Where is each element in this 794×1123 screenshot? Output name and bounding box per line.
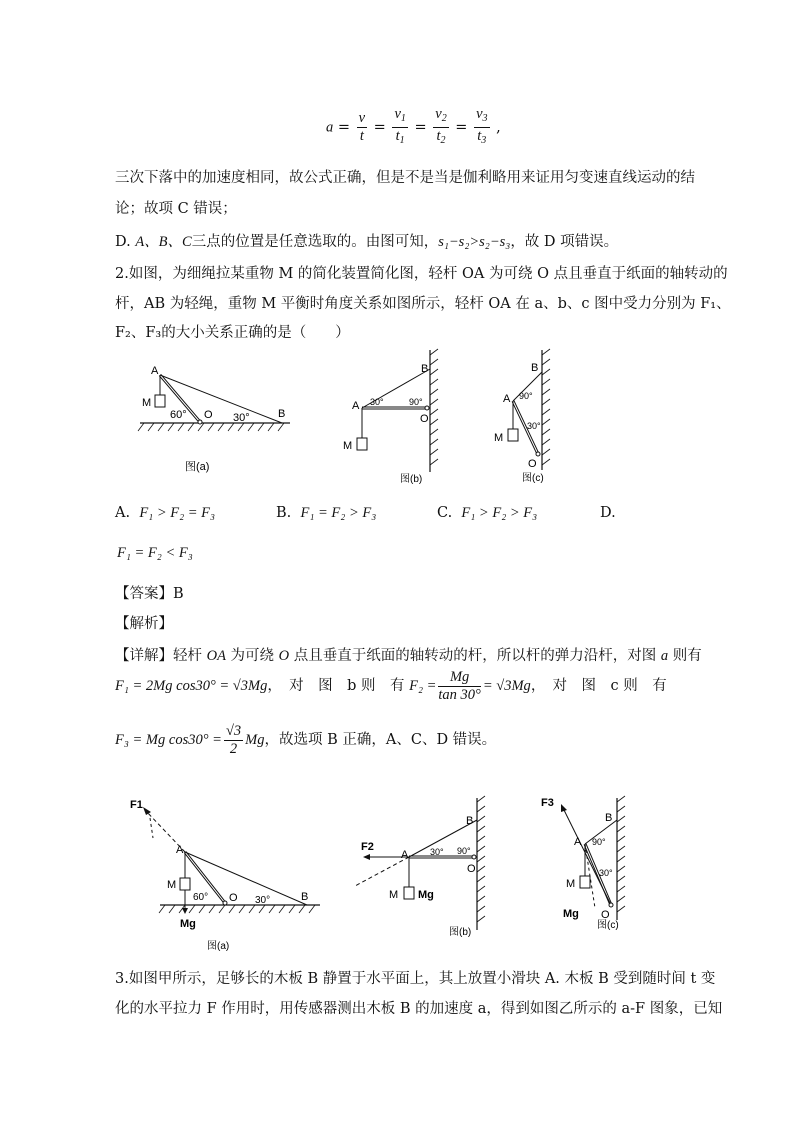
frac-den: $t_3$ bbox=[477, 128, 487, 146]
label-m: M bbox=[167, 879, 177, 891]
text-line: 三次下落中的加速度相同，故公式正确，但是不是当是伽利略用来证用匀变速直线运动的结 bbox=[115, 170, 695, 186]
angle-30: 30° bbox=[599, 868, 613, 878]
question-2-figures bbox=[130, 345, 590, 485]
frac-num bbox=[474, 106, 489, 128]
question-2-line: 杆，AB 为轻绳，重物 M 平衡时角度关系如图所示，轻杆 OA 在 a、b、c 图中受力分别为 F₁、 bbox=[115, 296, 731, 312]
sub: 3 bbox=[482, 113, 488, 124]
caption-c: 图(c) bbox=[522, 473, 544, 484]
formula-eq: = bbox=[337, 119, 351, 136]
label-a: A bbox=[151, 365, 159, 377]
option-d bbox=[600, 505, 616, 521]
frac-den: t bbox=[359, 128, 364, 144]
label-m: M bbox=[389, 889, 399, 901]
formula-f3-right: Mg bbox=[245, 732, 265, 748]
label-o: O bbox=[601, 909, 610, 921]
label-m: M bbox=[142, 397, 152, 409]
option-label: D. bbox=[600, 505, 616, 521]
option-b bbox=[276, 505, 376, 522]
t-sym: t bbox=[477, 128, 482, 144]
frac-v-t bbox=[357, 110, 367, 145]
frac-sqrt3-2 bbox=[224, 723, 243, 758]
caption-b: 图(b) bbox=[449, 927, 472, 938]
angle-60: 60° bbox=[170, 409, 187, 421]
v-sym: v bbox=[435, 106, 442, 122]
label-b: B bbox=[421, 363, 429, 375]
frac-num: Mg bbox=[438, 669, 480, 687]
angle-90: 90° bbox=[457, 846, 471, 856]
option-expr: F₁ > F₂ > F₃ bbox=[461, 505, 538, 521]
acceleration-formula: a = $\frac{v}{t}$ = $\frac{v_1}{t_1}$ = $\frac{v_2}{t_2}$ = $\frac{v_3}{t_3}$ , bbox=[326, 106, 501, 149]
frac-v2-t2 bbox=[433, 106, 448, 149]
option-expr: F₁ = F₂ > F₃ bbox=[300, 505, 377, 521]
text-line-d bbox=[115, 230, 618, 251]
formula-a: a bbox=[326, 119, 334, 136]
angle-90: 90° bbox=[592, 837, 606, 847]
frac-v1-t1 bbox=[392, 106, 407, 149]
text-span: ， 对 图 c 则 有 bbox=[530, 678, 667, 694]
frac-den: 2 bbox=[229, 740, 238, 757]
label-a: A bbox=[352, 400, 360, 412]
label-b: B bbox=[301, 891, 309, 903]
v-sym: v bbox=[476, 106, 483, 122]
detail-line-1 bbox=[115, 644, 702, 665]
text-span: ， 对 图 b 则 有 bbox=[267, 678, 405, 694]
option-c bbox=[437, 505, 537, 522]
angle-30: 30° bbox=[370, 397, 384, 407]
caption-c: 图(c) bbox=[597, 920, 619, 931]
label-f1: F1 bbox=[130, 799, 143, 811]
figure-c bbox=[494, 349, 550, 484]
sub: 1 bbox=[400, 113, 406, 124]
oa: OA bbox=[206, 648, 226, 664]
option-d-label: D. bbox=[115, 234, 136, 250]
text-span: 则有 bbox=[668, 648, 702, 664]
fig-a-ref: a bbox=[660, 648, 669, 664]
question-3-line: 3.如图甲所示，足够长的木板 B 静置于水平面上，其上放置小滑块 A. 木板 B 受到随时间 t 变 bbox=[115, 971, 716, 987]
angle-90: 90° bbox=[409, 397, 423, 407]
frac-den: $t_2$ bbox=[436, 128, 446, 146]
option-expr: F₁ > F₂ = F₃ bbox=[139, 505, 216, 521]
t-sym: t bbox=[395, 128, 400, 144]
frac-num bbox=[433, 106, 448, 128]
label-o: O bbox=[204, 409, 213, 421]
text-line: 论；故项 C 错误； bbox=[115, 201, 237, 217]
frac-den: $t_1$ bbox=[395, 128, 405, 146]
formula-comma: , bbox=[496, 119, 501, 136]
points-abc: A、B、C bbox=[135, 234, 192, 250]
caption-a: 图(a) bbox=[207, 941, 230, 952]
frac-den: tan 30° bbox=[438, 686, 481, 703]
label-m: M bbox=[566, 878, 576, 890]
option-label: A. bbox=[115, 505, 131, 521]
formula-f3-left: F₃ = Mg cos30° = bbox=[115, 732, 222, 748]
frac-num: √3 bbox=[225, 722, 242, 739]
formula-f2-left: F₂ = bbox=[409, 678, 437, 694]
label-o: O bbox=[467, 863, 476, 875]
question-2-line: F₂、F₃的大小关系正确的是（ ） bbox=[115, 325, 350, 341]
solution-figure-c bbox=[541, 796, 625, 931]
figure-b bbox=[343, 349, 438, 485]
label-mg: Mg bbox=[180, 918, 196, 930]
text-span: ，故 D 项错误。 bbox=[510, 234, 619, 250]
option-label: B. bbox=[276, 505, 292, 521]
sub: 2 bbox=[441, 113, 447, 124]
label-b: B bbox=[278, 408, 286, 420]
text-span: 为可绕 bbox=[225, 648, 279, 664]
frac-num bbox=[392, 106, 407, 128]
formula-f1: F₁ = 2Mg cos30° = √3Mg bbox=[115, 678, 268, 694]
label-mg: Mg bbox=[563, 908, 579, 920]
t-sym: t bbox=[436, 128, 441, 144]
analysis-heading: 【解析】 bbox=[115, 616, 173, 632]
question-3-line: 化的水平拉力 F 作用时，用传感器测出木板 B 的加速度 a，得到如图乙所示的 a-F 图象，已知 bbox=[115, 1001, 723, 1017]
caption-b: 图(b) bbox=[400, 474, 423, 485]
angle-30: 30° bbox=[233, 412, 250, 424]
label-m: M bbox=[494, 432, 504, 444]
solution-figure-b bbox=[355, 796, 485, 938]
label-m: M bbox=[343, 440, 353, 452]
frac-v3-t3 bbox=[474, 106, 489, 149]
option-d-expr: F₁ = F₂ < F₃ bbox=[117, 545, 193, 561]
angle-90: 90° bbox=[519, 391, 533, 401]
option-label: C. bbox=[437, 505, 453, 521]
label-b: B bbox=[605, 812, 613, 824]
angle-30: 30° bbox=[527, 421, 541, 431]
detail-line-2 bbox=[115, 668, 667, 704]
question-2-line: 2.如图，为细绳拉某重物 M 的简化装置简化图，轻杆 OA 为可绕 O 点且垂直于纸面的轴转动的 bbox=[115, 266, 728, 282]
text-span: 【详解】轻杆 bbox=[115, 648, 207, 664]
answer: 【答案】B bbox=[115, 586, 184, 602]
detail-line-3 bbox=[115, 722, 496, 758]
solution-figures bbox=[125, 790, 635, 960]
text-span: 点且垂直于纸面的轴转动的杆，所以杆的弹力沿杆，对图 bbox=[289, 648, 661, 664]
label-o: O bbox=[229, 892, 238, 904]
label-a: A bbox=[176, 844, 184, 856]
inequality: s₁−s₂>s₂−s₃ bbox=[438, 234, 511, 250]
label-a: A bbox=[401, 849, 409, 861]
angle-60: 60° bbox=[193, 892, 209, 903]
label-o: O bbox=[420, 413, 429, 425]
label-b: B bbox=[531, 362, 539, 374]
frac-mg-tan30 bbox=[438, 669, 480, 704]
figure-a bbox=[138, 365, 290, 473]
text-span: 三点的位置是任意选取的。由图可知， bbox=[191, 234, 439, 250]
label-b: B bbox=[466, 815, 474, 827]
label-o: O bbox=[528, 458, 537, 470]
label-a: A bbox=[503, 393, 511, 405]
formula-f2-right: = √3Mg bbox=[482, 678, 531, 694]
solution-figure-a bbox=[130, 799, 320, 952]
frac-num: v bbox=[358, 110, 366, 126]
label-a: A bbox=[574, 836, 582, 848]
o: O bbox=[278, 648, 290, 664]
label-f2: F2 bbox=[361, 841, 374, 853]
option-a bbox=[115, 505, 215, 522]
angle-30: 30° bbox=[255, 895, 271, 906]
angle-30: 30° bbox=[430, 847, 444, 857]
caption-a: 图(a) bbox=[185, 461, 210, 473]
label-mg: Mg bbox=[418, 889, 434, 901]
v-sym: v bbox=[394, 106, 401, 122]
label-f3: F3 bbox=[541, 797, 554, 809]
text-span: ，故选项 B 正确，A、C、D 错误。 bbox=[264, 732, 497, 748]
